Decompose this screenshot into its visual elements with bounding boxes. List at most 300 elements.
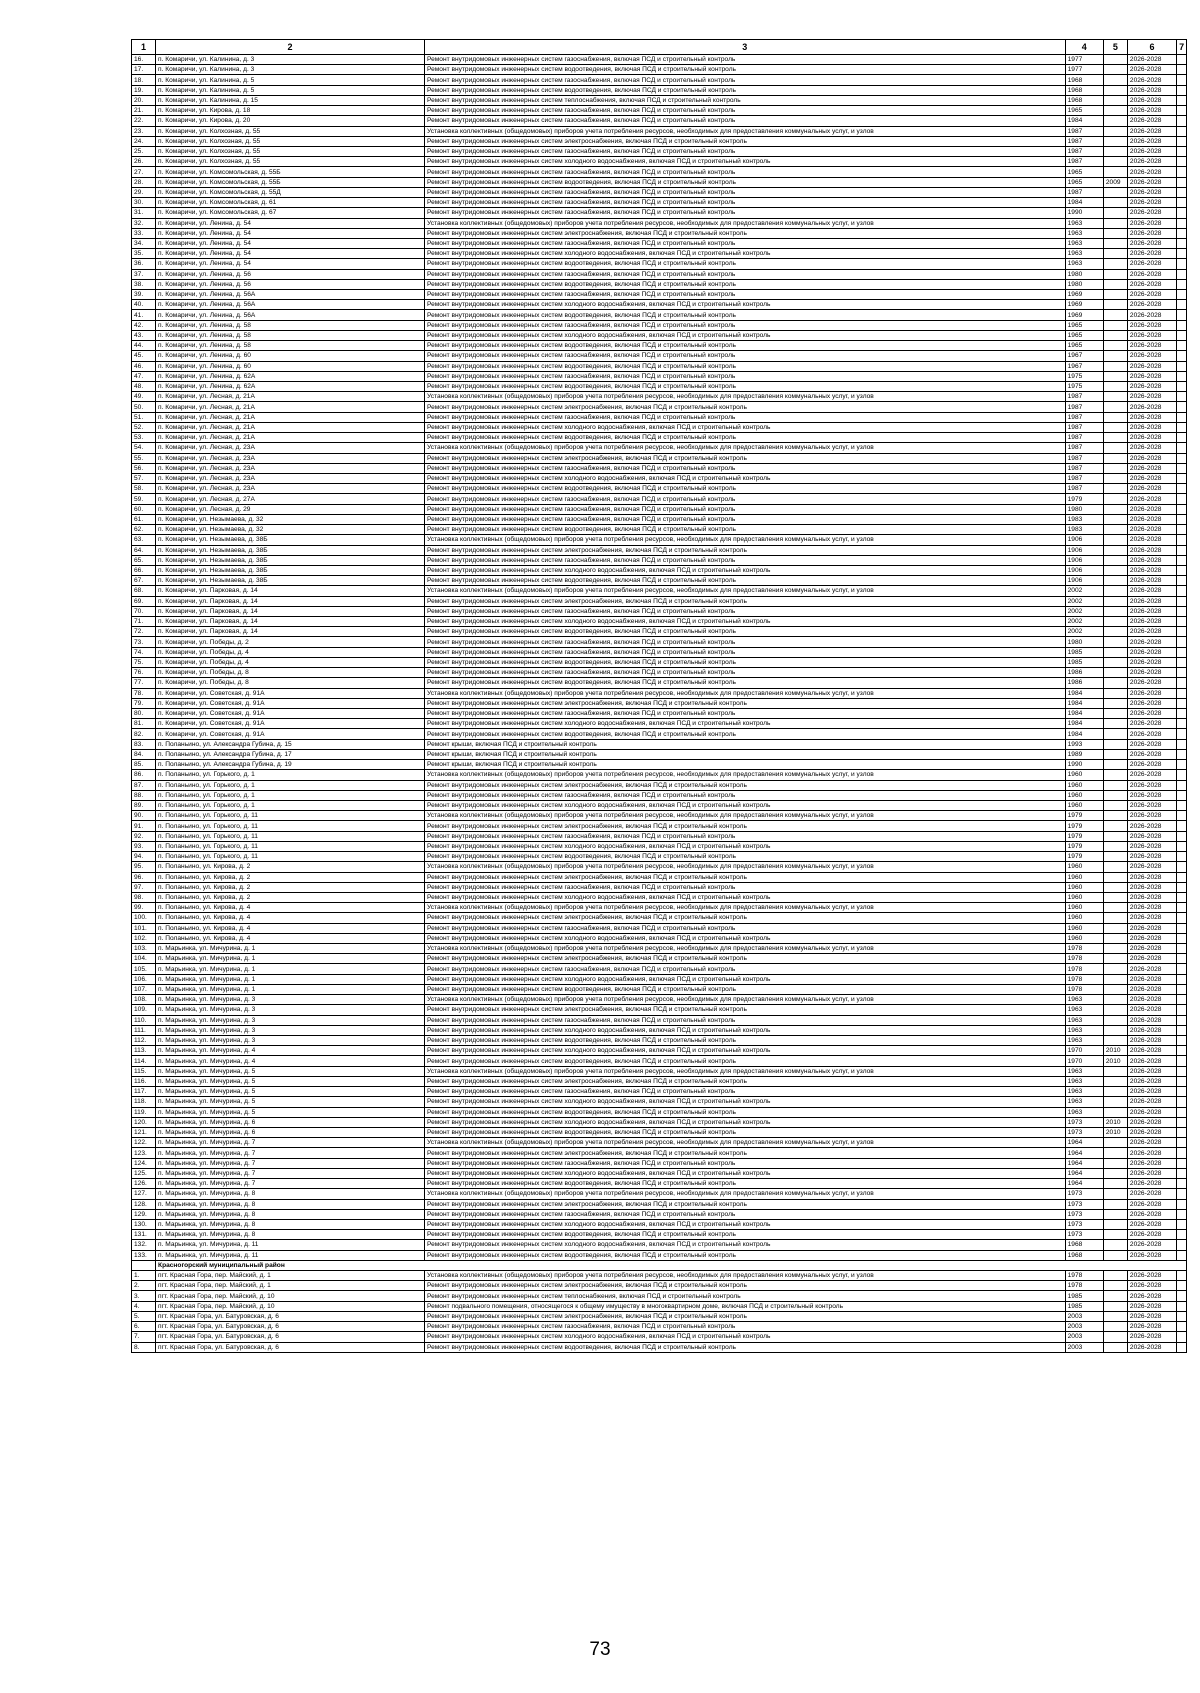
- planned-period-cell: 2026-2028: [1127, 1199, 1176, 1209]
- last-repair-year-cell: [1103, 157, 1127, 167]
- address-cell: п. Комаричи, ул. Советская, д. 91А: [156, 729, 425, 739]
- row-number-cell: 80.: [132, 709, 156, 719]
- row-number-cell: 36.: [132, 259, 156, 269]
- planned-period-cell: 2026-2028: [1127, 371, 1176, 381]
- col-7-cell: [1177, 136, 1187, 146]
- table-row: [132, 198, 1187, 208]
- row-number-cell: 98.: [132, 892, 156, 902]
- col-7-cell: [1177, 790, 1187, 800]
- planned-period-cell: 2026-2028: [1127, 995, 1176, 1005]
- work-type-cell: Ремонт внутридомовых инженерных систем водоотведения, включая ПСД и строительный контроль: [424, 382, 1065, 392]
- work-type-cell: Ремонт внутридомовых инженерных систем водоотведения, включая ПСД и строительный контроль: [424, 984, 1065, 994]
- address-cell: п. Комаричи, ул. Советская, д. 91А: [156, 698, 425, 708]
- planned-period-cell: 2026-2028: [1127, 903, 1176, 913]
- planned-period-cell: 2026-2028: [1127, 1056, 1176, 1066]
- row-number-cell: 85.: [132, 760, 156, 770]
- build-year-cell: 1963: [1065, 1087, 1103, 1097]
- build-year-cell: 1973: [1065, 1127, 1103, 1137]
- table-row: [132, 433, 1187, 443]
- row-number-cell: 95.: [132, 862, 156, 872]
- col-7-cell: [1177, 238, 1187, 248]
- col-7-cell: [1177, 412, 1187, 422]
- work-type-cell: Ремонт внутридомовых инженерных систем газоснабжения, включая ПСД и строительный контроль: [424, 647, 1065, 657]
- build-year-cell: 1987: [1065, 136, 1103, 146]
- planned-period-cell: 2026-2028: [1127, 330, 1176, 340]
- row-number-cell: 61.: [132, 514, 156, 524]
- last-repair-year-cell: [1103, 688, 1127, 698]
- planned-period-cell: 2026-2028: [1127, 862, 1176, 872]
- table-row: [132, 1097, 1187, 1107]
- table-row: [132, 1189, 1187, 1199]
- address-cell: п. Поланьино, ул. Александра Губина, д. 17: [156, 749, 425, 759]
- work-type-cell: Ремонт внутридомовых инженерных систем холодного водоснабжения, включая ПСД и строительный контроль: [424, 249, 1065, 259]
- build-year-cell: 1963: [1065, 259, 1103, 269]
- last-repair-year-cell: [1103, 146, 1127, 156]
- planned-period-cell: 2026-2028: [1127, 463, 1176, 473]
- col-7-cell: [1177, 310, 1187, 320]
- row-number-cell: 23.: [132, 126, 156, 136]
- work-type-cell: Ремонт внутридомовых инженерных систем водоотведения, включая ПСД и строительный контроль: [424, 310, 1065, 320]
- col-7-cell: [1177, 770, 1187, 780]
- table-row: [132, 320, 1187, 330]
- table-row: [132, 85, 1187, 95]
- planned-period-cell: 2026-2028: [1127, 402, 1176, 412]
- build-year-cell: 1963: [1065, 249, 1103, 259]
- planned-period-cell: 2026-2028: [1127, 657, 1176, 667]
- col-7-cell: [1177, 504, 1187, 514]
- last-repair-year-cell: [1103, 1168, 1127, 1178]
- row-number-cell: 132.: [132, 1240, 156, 1250]
- table-row: [132, 678, 1187, 688]
- last-repair-year-cell: [1103, 382, 1127, 392]
- col-7-cell: [1177, 1271, 1187, 1281]
- col-7-cell: [1177, 1168, 1187, 1178]
- planned-period-cell: 2026-2028: [1127, 984, 1176, 994]
- col-7-cell: [1177, 586, 1187, 596]
- work-type-cell: Ремонт внутридомовых инженерных систем газоснабжения, включая ПСД и строительный контроль: [424, 371, 1065, 381]
- work-type-cell: Ремонт внутридомовых инженерных систем газоснабжения, включая ПСД и строительный контроль: [424, 790, 1065, 800]
- build-year-cell: 1979: [1065, 831, 1103, 841]
- build-year-cell: 1979: [1065, 494, 1103, 504]
- row-number-cell: 26.: [132, 157, 156, 167]
- col-7-cell: [1177, 157, 1187, 167]
- table-row: [132, 1199, 1187, 1209]
- work-type-cell: Ремонт внутридомовых инженерных систем водоотведения, включая ПСД и строительный контроль: [424, 852, 1065, 862]
- address-cell: пгт. Красная Гора, ул. Батуровская, д. 6: [156, 1332, 425, 1342]
- row-number-cell: 19.: [132, 85, 156, 95]
- planned-period-cell: 2026-2028: [1127, 259, 1176, 269]
- col-7-cell: [1177, 1240, 1187, 1250]
- table-row: [132, 1271, 1187, 1281]
- col-7-cell: [1177, 1056, 1187, 1066]
- address-cell: п. Поланьино, ул. Кирова, д. 4: [156, 913, 425, 923]
- table-row: [132, 545, 1187, 555]
- col-7-cell: [1177, 1107, 1187, 1117]
- work-type-cell: Ремонт внутридомовых инженерных систем холодного водоснабжения, включая ПСД и строительный контроль: [424, 157, 1065, 167]
- row-number-cell: 7.: [132, 1332, 156, 1342]
- capital-repair-table: [131, 39, 1187, 1353]
- build-year-cell: 1965: [1065, 106, 1103, 116]
- row-number-cell: 118.: [132, 1097, 156, 1107]
- last-repair-year-cell: [1103, 484, 1127, 494]
- col-7-cell: [1177, 126, 1187, 136]
- planned-period-cell: 2026-2028: [1127, 596, 1176, 606]
- build-year-cell: 1984: [1065, 719, 1103, 729]
- work-type-cell: Ремонт внутридомовых инженерных систем газоснабжения, включая ПСД и строительный контроль: [424, 494, 1065, 504]
- row-number-cell: 55.: [132, 453, 156, 463]
- work-type-cell: Ремонт внутридомовых инженерных систем газоснабжения, включая ПСД и строительный контроль: [424, 238, 1065, 248]
- row-number-cell: 50.: [132, 402, 156, 412]
- address-cell: п. Комаричи, ул. Лесная, д. 29: [156, 504, 425, 514]
- planned-period-cell: 2026-2028: [1127, 1138, 1176, 1148]
- col-7-cell: [1177, 95, 1187, 105]
- build-year-cell: 1979: [1065, 821, 1103, 831]
- planned-period-cell: 2026-2028: [1127, 1117, 1176, 1127]
- work-type-cell: Ремонт внутридомовых инженерных систем электроснабжения, включая ПСД и строительный контроль: [424, 698, 1065, 708]
- address-cell: п. Комаричи, ул. Незымаева, д. 38Б: [156, 576, 425, 586]
- build-year-cell: 1987: [1065, 453, 1103, 463]
- row-number-cell: 110.: [132, 1015, 156, 1025]
- planned-period-cell: 2026-2028: [1127, 1179, 1176, 1189]
- address-cell: п. Комаричи, ул. Калинина, д. 5: [156, 75, 425, 85]
- col-7-cell: [1177, 1076, 1187, 1086]
- row-number-cell: 45.: [132, 351, 156, 361]
- address-cell: п. Комаричи, ул. Комсомольская, д. 55Б: [156, 167, 425, 177]
- col-7-cell: [1177, 463, 1187, 473]
- work-type-cell: Ремонт внутридомовых инженерных систем холодного водоснабжения, включая ПСД и строительный контроль: [424, 1117, 1065, 1127]
- planned-period-cell: 2026-2028: [1127, 1015, 1176, 1025]
- work-type-cell: Ремонт внутридомовых инженерных систем газоснабжения, включая ПСД и строительный контроль: [424, 412, 1065, 422]
- work-type-cell: Ремонт внутридомовых инженерных систем газоснабжения, включая ПСД и строительный контроль: [424, 269, 1065, 279]
- col-7-cell: [1177, 535, 1187, 545]
- row-number-cell: 113.: [132, 1046, 156, 1056]
- build-year-cell: 1987: [1065, 412, 1103, 422]
- build-year-cell: 1960: [1065, 872, 1103, 882]
- col-7-cell: [1177, 647, 1187, 657]
- build-year-cell: 1963: [1065, 1025, 1103, 1035]
- row-number-cell: 57.: [132, 473, 156, 483]
- address-cell: п. Марьинка, ул. Мичурина, д. 8: [156, 1209, 425, 1219]
- last-repair-year-cell: [1103, 617, 1127, 627]
- last-repair-year-cell: [1103, 698, 1127, 708]
- planned-period-cell: 2026-2028: [1127, 739, 1176, 749]
- table-row: [132, 1148, 1187, 1158]
- address-cell: п. Марьинка, ул. Мичурина, д. 3: [156, 1015, 425, 1025]
- planned-period-cell: 2026-2028: [1127, 892, 1176, 902]
- planned-period-cell: 2026-2028: [1127, 1322, 1176, 1332]
- address-cell: п. Марьинка, ул. Мичурина, д. 1: [156, 974, 425, 984]
- table-row: [132, 106, 1187, 116]
- row-number-cell: 29.: [132, 187, 156, 197]
- work-type-cell: Ремонт внутридомовых инженерных систем водоотведения, включая ПСД и строительный контроль: [424, 361, 1065, 371]
- address-cell: п. Комаричи, ул. Советская, д. 91А: [156, 709, 425, 719]
- last-repair-year-cell: [1103, 1219, 1127, 1229]
- address-cell: п. Комаричи, ул. Лесная, д. 21А: [156, 412, 425, 422]
- address-cell: п. Комаричи, ул. Комсомольская, д. 55Д: [156, 187, 425, 197]
- col-7-cell: [1177, 75, 1187, 85]
- work-type-cell: Ремонт внутридомовых инженерных систем газоснабжения, включая ПСД и строительный контроль: [424, 1087, 1065, 1097]
- address-cell: п. Комаричи, ул. Кирова, д. 20: [156, 116, 425, 126]
- last-repair-year-cell: 2010: [1103, 1127, 1127, 1137]
- table-row: [132, 841, 1187, 851]
- work-type-cell: Ремонт внутридомовых инженерных систем водоотведения, включая ПСД и строительный контроль: [424, 678, 1065, 688]
- planned-period-cell: 2026-2028: [1127, 341, 1176, 351]
- row-number-cell: 82.: [132, 729, 156, 739]
- planned-period-cell: 2026-2028: [1127, 678, 1176, 688]
- address-cell: п. Комаричи, ул. Лесная, д. 23А: [156, 453, 425, 463]
- build-year-cell: 1977: [1065, 55, 1103, 65]
- row-number-cell: 122.: [132, 1138, 156, 1148]
- col-7-cell: [1177, 668, 1187, 678]
- last-repair-year-cell: [1103, 1158, 1127, 1168]
- col-7-cell: [1177, 606, 1187, 616]
- address-cell: п. Марьинка, ул. Мичурина, д. 7: [156, 1168, 425, 1178]
- last-repair-year-cell: [1103, 862, 1127, 872]
- row-number-cell: 59.: [132, 494, 156, 504]
- planned-period-cell: 2026-2028: [1127, 126, 1176, 136]
- build-year-cell: 1977: [1065, 65, 1103, 75]
- planned-period-cell: 2026-2028: [1127, 668, 1176, 678]
- address-cell: пгт. Красная Гора, пер. Майский, д. 10: [156, 1301, 425, 1311]
- row-number-cell: 108.: [132, 995, 156, 1005]
- table-row: [132, 259, 1187, 269]
- build-year-cell: 1960: [1065, 913, 1103, 923]
- address-cell: п. Марьинка, ул. Мичурина, д. 7: [156, 1179, 425, 1189]
- table-row: [132, 729, 1187, 739]
- col-7-cell: [1177, 361, 1187, 371]
- build-year-cell: 1960: [1065, 800, 1103, 810]
- last-repair-year-cell: [1103, 187, 1127, 197]
- col-7-cell: [1177, 1066, 1187, 1076]
- planned-period-cell: 2026-2028: [1127, 300, 1176, 310]
- build-year-cell: 1973: [1065, 1219, 1103, 1229]
- planned-period-cell: 2026-2028: [1127, 790, 1176, 800]
- last-repair-year-cell: [1103, 647, 1127, 657]
- last-repair-year-cell: [1103, 320, 1127, 330]
- last-repair-year-cell: [1103, 882, 1127, 892]
- planned-period-cell: 2026-2028: [1127, 228, 1176, 238]
- planned-period-cell: 2026-2028: [1127, 146, 1176, 156]
- row-number-cell: 51.: [132, 412, 156, 422]
- work-type-cell: Ремонт внутридомовых инженерных систем водоотведения, включая ПСД и строительный контроль: [424, 627, 1065, 637]
- planned-period-cell: 2026-2028: [1127, 1148, 1176, 1158]
- table-row: [132, 760, 1187, 770]
- planned-period-cell: 2026-2028: [1127, 974, 1176, 984]
- build-year-cell: 1979: [1065, 852, 1103, 862]
- table-row: [132, 647, 1187, 657]
- planned-period-cell: 2026-2028: [1127, 1127, 1176, 1137]
- build-year-cell: 1964: [1065, 1168, 1103, 1178]
- planned-period-cell: 2026-2028: [1127, 1036, 1176, 1046]
- planned-period-cell: 2026-2028: [1127, 514, 1176, 524]
- build-year-cell: 1980: [1065, 637, 1103, 647]
- col-7-cell: [1177, 1250, 1187, 1260]
- col-7-cell: [1177, 330, 1187, 340]
- address-cell: п. Комаричи, ул. Победы, д. 8: [156, 678, 425, 688]
- planned-period-cell: 2026-2028: [1127, 75, 1176, 85]
- work-type-cell: Ремонт внутридомовых инженерных систем газоснабжения, включая ПСД и строительный контроль: [424, 1015, 1065, 1025]
- last-repair-year-cell: [1103, 310, 1127, 320]
- planned-period-cell: 2026-2028: [1127, 198, 1176, 208]
- planned-period-cell: 2026-2028: [1127, 238, 1176, 248]
- col-7-cell: [1177, 627, 1187, 637]
- address-cell: п. Комаричи, ул. Ленина, д. 62А: [156, 371, 425, 381]
- planned-period-cell: 2026-2028: [1127, 484, 1176, 494]
- address-cell: п. Марьинка, ул. Мичурина, д. 1: [156, 944, 425, 954]
- build-year-cell: 1985: [1065, 1291, 1103, 1301]
- planned-period-cell: 2026-2028: [1127, 1332, 1176, 1342]
- planned-period-cell: 2026-2028: [1127, 821, 1176, 831]
- build-year-cell: 1906: [1065, 545, 1103, 555]
- table-row: [132, 709, 1187, 719]
- row-number-cell: 16.: [132, 55, 156, 65]
- work-type-cell: Установка коллективных (общедомовых) приборов учета потребления ресурсов, необходимых для предоставления коммунальных услуг, и узлов: [424, 995, 1065, 1005]
- table-row: [132, 698, 1187, 708]
- address-cell: п. Комаричи, ул. Лесная, д. 23А: [156, 473, 425, 483]
- build-year-cell: 1963: [1065, 1066, 1103, 1076]
- col-7-cell: [1177, 198, 1187, 208]
- last-repair-year-cell: [1103, 1005, 1127, 1015]
- build-year-cell: 1967: [1065, 361, 1103, 371]
- planned-period-cell: 2026-2028: [1127, 1025, 1176, 1035]
- table-row: [132, 1107, 1187, 1117]
- build-year-cell: 1963: [1065, 995, 1103, 1005]
- row-number-cell: 104.: [132, 954, 156, 964]
- row-number-cell: 49.: [132, 392, 156, 402]
- last-repair-year-cell: [1103, 290, 1127, 300]
- build-year-cell: 1978: [1065, 1271, 1103, 1281]
- build-year-cell: 1993: [1065, 739, 1103, 749]
- work-type-cell: Ремонт внутридомовых инженерных систем газоснабжения, включая ПСД и строительный контроль: [424, 75, 1065, 85]
- address-cell: п. Комаричи, ул. Советская, д. 91А: [156, 688, 425, 698]
- last-repair-year-cell: [1103, 1087, 1127, 1097]
- last-repair-year-cell: [1103, 811, 1127, 821]
- row-number-cell: 127.: [132, 1189, 156, 1199]
- table-row: [132, 95, 1187, 105]
- table-row: [132, 1240, 1187, 1250]
- work-type-cell: Установка коллективных (общедомовых) приборов учета потребления ресурсов, необходимых для предоставления коммунальных услуг, и узлов: [424, 770, 1065, 780]
- build-year-cell: 2002: [1065, 627, 1103, 637]
- last-repair-year-cell: [1103, 65, 1127, 75]
- planned-period-cell: 2026-2028: [1127, 770, 1176, 780]
- last-repair-year-cell: [1103, 95, 1127, 105]
- planned-period-cell: 2026-2028: [1127, 1097, 1176, 1107]
- row-number-cell: 90.: [132, 811, 156, 821]
- last-repair-year-cell: [1103, 249, 1127, 259]
- table-row: [132, 1179, 1187, 1189]
- last-repair-year-cell: [1103, 279, 1127, 289]
- build-year-cell: 1965: [1065, 341, 1103, 351]
- build-year-cell: 1984: [1065, 729, 1103, 739]
- col-7-cell: [1177, 688, 1187, 698]
- table-row: [132, 371, 1187, 381]
- address-cell: п. Комаричи, ул. Советская, д. 91А: [156, 719, 425, 729]
- planned-period-cell: 2026-2028: [1127, 187, 1176, 197]
- col-7-cell: [1177, 1158, 1187, 1168]
- planned-period-cell: 2026-2028: [1127, 565, 1176, 575]
- last-repair-year-cell: 2010: [1103, 1046, 1127, 1056]
- col-7-cell: [1177, 300, 1187, 310]
- planned-period-cell: 2026-2028: [1127, 831, 1176, 841]
- page-number: 73: [589, 1639, 611, 1660]
- col-7-cell: [1177, 279, 1187, 289]
- col-7-cell: [1177, 555, 1187, 565]
- table-row: [132, 228, 1187, 238]
- table-row: [132, 1219, 1187, 1229]
- row-number-cell: 77.: [132, 678, 156, 688]
- planned-period-cell: 2026-2028: [1127, 1281, 1176, 1291]
- address-cell: п. Комаричи, ул. Парковая, д. 14: [156, 606, 425, 616]
- work-type-cell: Ремонт внутридомовых инженерных систем электроснабжения, включая ПСД и строительный контроль: [424, 228, 1065, 238]
- work-type-cell: Ремонт внутридомовых инженерных систем водоотведения, включая ПСД и строительный контроль: [424, 85, 1065, 95]
- planned-period-cell: 2026-2028: [1127, 208, 1176, 218]
- header-col-2: 2: [156, 40, 425, 55]
- table-row: [132, 341, 1187, 351]
- row-number-cell: 67.: [132, 576, 156, 586]
- table-row: [132, 1250, 1187, 1260]
- build-year-cell: 1963: [1065, 1015, 1103, 1025]
- build-year-cell: 2002: [1065, 606, 1103, 616]
- planned-period-cell: 2026-2028: [1127, 1240, 1176, 1250]
- table-row: [132, 1015, 1187, 1025]
- last-repair-year-cell: [1103, 126, 1127, 136]
- work-type-cell: Ремонт подвального помещения, относящегося к общему имуществу в многоквартирном доме, включая ПСД и строительный контроль: [424, 1301, 1065, 1311]
- work-type-cell: Ремонт внутридомовых инженерных систем холодного водоснабжения, включая ПСД и строительный контроль: [424, 1025, 1065, 1035]
- row-number-cell: 20.: [132, 95, 156, 105]
- row-number-cell: 30.: [132, 198, 156, 208]
- build-year-cell: 1987: [1065, 126, 1103, 136]
- last-repair-year-cell: [1103, 964, 1127, 974]
- address-cell: пгт. Красная Гора, ул. Батуровская, д. 6: [156, 1311, 425, 1321]
- row-number-cell: 133.: [132, 1250, 156, 1260]
- address-cell: п. Комаричи, ул. Парковая, д. 14: [156, 586, 425, 596]
- last-repair-year-cell: [1103, 729, 1127, 739]
- build-year-cell: 1985: [1065, 657, 1103, 667]
- table-row: [132, 821, 1187, 831]
- work-type-cell: Установка коллективных (общедомовых) приборов учета потребления ресурсов, необходимых для предоставления коммунальных услуг, и узлов: [424, 903, 1065, 913]
- planned-period-cell: 2026-2028: [1127, 382, 1176, 392]
- row-number-cell: 58.: [132, 484, 156, 494]
- address-cell: п. Марьинка, ул. Мичурина, д. 11: [156, 1240, 425, 1250]
- build-year-cell: 1980: [1065, 504, 1103, 514]
- work-type-cell: Ремонт внутридомовых инженерных систем газоснабжения, включая ПСД и строительный контроль: [424, 555, 1065, 565]
- last-repair-year-cell: [1103, 1281, 1127, 1291]
- row-number-cell: 46.: [132, 361, 156, 371]
- table-row: [132, 535, 1187, 545]
- row-number-cell: 53.: [132, 433, 156, 443]
- row-number-cell: 8.: [132, 1342, 156, 1352]
- work-type-cell: Ремонт внутридомовых инженерных систем холодного водоснабжения, включая ПСД и строительный контроль: [424, 330, 1065, 340]
- row-number-cell: 68.: [132, 586, 156, 596]
- planned-period-cell: 2026-2028: [1127, 709, 1176, 719]
- address-cell: п. Марьинка, ул. Мичурина, д. 1: [156, 954, 425, 964]
- work-type-cell: Ремонт внутридомовых инженерных систем теплоснабжения, включая ПСД и строительный контроль: [424, 1291, 1065, 1301]
- work-type-cell: Ремонт внутридомовых инженерных систем холодного водоснабжения, включая ПСД и строительный контроль: [424, 473, 1065, 483]
- build-year-cell: 1963: [1065, 1036, 1103, 1046]
- col-7-cell: [1177, 1219, 1187, 1229]
- col-7-cell: [1177, 1127, 1187, 1137]
- address-cell: п. Комаричи, ул. Колхозная, д. 55: [156, 136, 425, 146]
- row-number-cell: 33.: [132, 228, 156, 238]
- address-cell: п. Комаричи, ул. Ленина, д. 62А: [156, 382, 425, 392]
- planned-period-cell: 2026-2028: [1127, 1230, 1176, 1240]
- work-type-cell: Ремонт внутридомовых инженерных систем электроснабжения, включая ПСД и строительный контроль: [424, 1199, 1065, 1209]
- row-number-cell: 76.: [132, 668, 156, 678]
- planned-period-cell: 2026-2028: [1127, 586, 1176, 596]
- col-7-cell: [1177, 218, 1187, 228]
- work-type-cell: Ремонт внутридомовых инженерных систем электроснабжения, включая ПСД и строительный контроль: [424, 1148, 1065, 1158]
- planned-period-cell: 2026-2028: [1127, 749, 1176, 759]
